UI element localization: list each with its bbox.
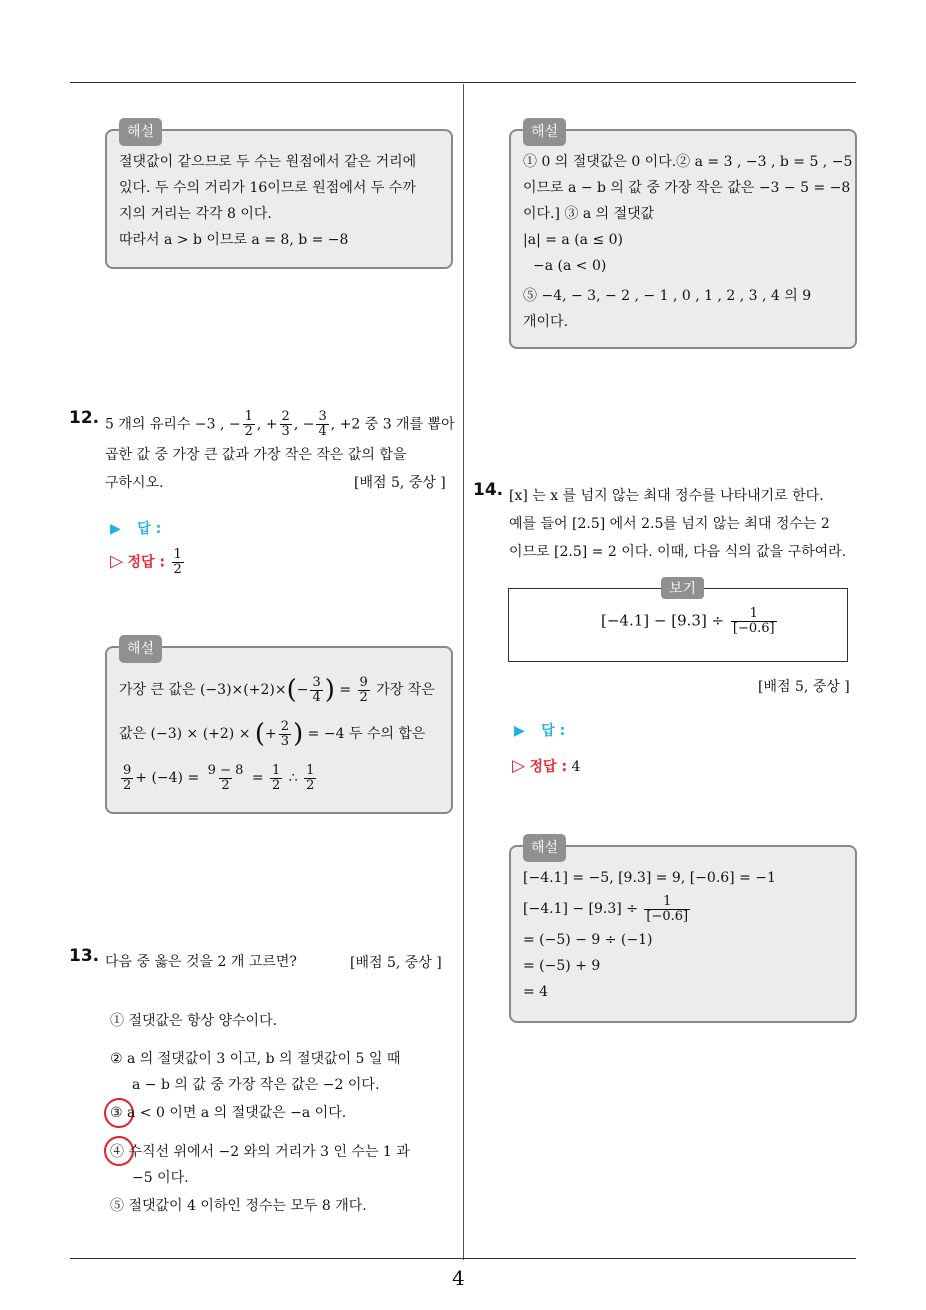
correct-label: 정답 :	[529, 759, 568, 775]
solution-box-13	[509, 124, 857, 349]
q12-text: , −	[293, 416, 315, 433]
solution-tag: 해설	[523, 834, 566, 862]
correct-answer-row	[512, 756, 580, 776]
page-number: 4	[452, 1266, 465, 1290]
solution-line: = (−5) − 9 ÷ (−1)	[523, 932, 653, 948]
bottom-rule	[70, 1258, 856, 1259]
solution-line: −a (a < 0)	[533, 258, 607, 274]
fraction: $\frac{3}{4}$	[318, 409, 327, 439]
question-13	[69, 946, 297, 976]
question-line: 예를 들어 [2.5] 에서 2.5를 넘지 않는 최대 정수는 2	[509, 516, 830, 532]
solution-line: 따라서 a > b 이므로 a = 8, b = −8	[119, 232, 349, 248]
score-label: [배점 5, 중상 ]	[758, 679, 850, 695]
choice-4-cont: −5 이다.	[132, 1170, 189, 1186]
solution-line: = 4	[523, 984, 549, 1000]
question-line	[105, 410, 455, 439]
answer-label: 답 :	[541, 723, 566, 739]
example-tag: 보기	[661, 577, 704, 599]
question-text: 다음 중 옳은 것을 2 개 고르면?	[105, 954, 297, 970]
question-line: 이므로 [2.5] = 2 이다. 이때, 다음 식의 값을 구하여라.	[509, 544, 847, 560]
choice-5[interactable]: ⑤ 절댓값이 4 이하인 정수는 모두 8 개다.	[110, 1198, 367, 1214]
solution-tag: 해설	[119, 635, 162, 663]
q12-text: , +	[256, 416, 278, 433]
correct-arrow-icon: ▷	[110, 551, 124, 572]
answer-arrow-icon: ▶	[514, 723, 525, 739]
question-line: 곱한 값 중 가장 큰 값과 가장 작은 작은 값의 합을	[105, 447, 407, 463]
example-expression: [−4.1] − [9.3] ÷ $\frac{1}{[-0.6]}$	[601, 606, 775, 636]
correct-arrow-icon: ▷	[512, 756, 526, 776]
correct-answer-value: $\frac{1}{2}$	[173, 547, 182, 577]
solution-box-12	[105, 641, 453, 814]
solution-line: $\frac{9}{2}$ + (−4) = $\frac{9 - 8}{2}$ = $\frac{1}{2}$ ∴ $\frac{1}{2}$	[123, 762, 315, 793]
top-rule	[70, 82, 856, 83]
question-number: 12.	[69, 408, 100, 428]
solution-line: = (−5) + 9	[523, 958, 601, 974]
q12-text: , +2 중 3 개를 뽑아	[330, 416, 455, 433]
correct-answer-row	[110, 548, 186, 577]
solution-line: 있다. 두 수의 거리가 16이므로 원점에서 두 수까	[119, 180, 416, 196]
question-line: 구하시오.	[105, 475, 164, 491]
choice-2-cont: a − b 의 값 중 가장 작은 값은 −2 이다.	[132, 1077, 380, 1093]
answer-label: 답 :	[137, 521, 162, 537]
score-label: [배점 5, 중상 ]	[350, 955, 442, 971]
answer-row	[514, 720, 565, 740]
solution-line: [−4.1] = −5, [9.3] = 9, [−0.6] = −1	[523, 870, 776, 886]
solution-line: 값은 (−3) × (+2) × ( + $\frac{2}{3}$ ) = −4 두 수의 합은	[119, 718, 426, 749]
solution-line: 이므로 a − b 의 값 중 가장 작은 값은 −3 − 5 = −8	[523, 180, 851, 196]
q12-text: 5 개의 유리수 −3 , −	[105, 416, 241, 433]
correct-label: 정답 :	[127, 554, 166, 571]
solution-box-11	[105, 124, 453, 269]
fraction: $\frac{1}{2}$	[244, 409, 253, 439]
solution-line: 개이다.	[523, 314, 569, 330]
choice-3[interactable]: ③ a < 0 이면 a 의 절댓값은 −a 이다.	[110, 1105, 347, 1121]
question-number: 13.	[69, 946, 100, 966]
question-number: 14.	[473, 480, 504, 500]
question-line: [x] 는 x 를 넘지 않는 최대 정수를 나타내기로 한다.	[509, 488, 824, 504]
solution-line: 절댓값이 같으므로 두 수는 원점에서 같은 거리에	[119, 154, 417, 170]
solution-line: 가장 큰 값은 (−3)×(+2)× ( − $\frac{3}{4}$ ) = $\frac{9}{2}$ 가장 작은	[119, 674, 435, 705]
solution-line: ① 0 의 절댓값은 0 이다.② a = 3 , −3 , b = 5 , −5	[523, 154, 853, 170]
answer-arrow-icon: ▶	[110, 521, 121, 537]
score-label: [배점 5, 중상 ]	[354, 475, 446, 491]
solution-tag: 해설	[523, 118, 566, 146]
column-divider	[463, 84, 464, 1260]
solution-line: 이다.] ③ a 의 절댓값	[523, 206, 655, 222]
solution-line: ⑤ −4, − 3, − 2 , − 1 , 0 , 1 , 2 , 3 , 4 의 9	[523, 288, 812, 304]
solution-tag: 해설	[119, 118, 162, 146]
answer-row	[110, 518, 161, 538]
choice-1[interactable]: ① 절댓값은 항상 양수이다.	[110, 1013, 278, 1029]
choice-4[interactable]: ④ 수직선 위에서 −2 와의 거리가 3 인 수는 1 과	[110, 1144, 410, 1160]
solution-line: |a| = a (a ≤ 0)	[523, 232, 624, 248]
solution-line: [−4.1] − [9.3] ÷ $\frac{1}{[-0.6]}$	[523, 893, 689, 924]
fraction: $\frac{2}{3}$	[281, 409, 290, 439]
choice-2[interactable]: ② a 의 절댓값이 3 이고, b 의 절댓값이 5 일 때	[110, 1051, 401, 1067]
example-box	[508, 581, 848, 662]
question-14	[473, 480, 847, 566]
solution-box-14	[509, 840, 857, 1023]
solution-line: 지의 거리는 각각 8 이다.	[119, 206, 272, 222]
correct-answer-value: 4	[571, 759, 581, 775]
